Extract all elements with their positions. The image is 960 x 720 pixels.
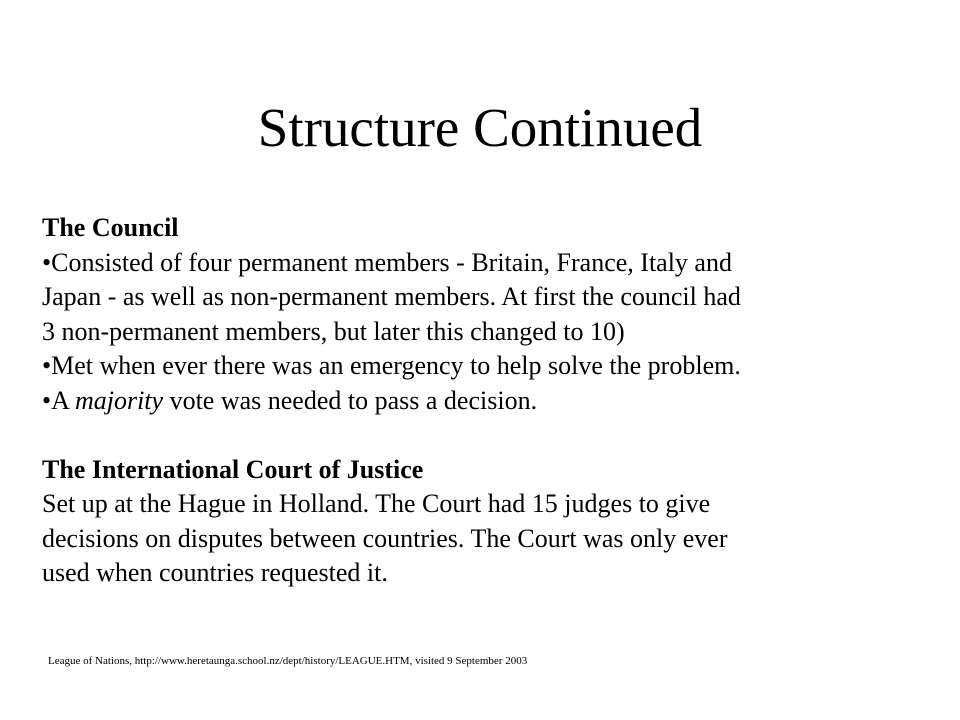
council-bullet-2: •Met when ever there was an emergency to help solve the problem.: [42, 351, 741, 380]
court-line-1: Set up at the Hague in Holland. The Court had 15 judges to give: [42, 489, 711, 518]
council-bullet-3-emphasis: majority: [74, 385, 164, 415]
council-bullet-3-after: vote was needed to pass a decision.: [163, 385, 538, 415]
council-bullet-3: [42, 384, 922, 419]
council-bullet-3-before: •A: [42, 385, 75, 415]
court-heading: The International Court of Justice: [42, 454, 424, 484]
slide-body: [42, 211, 922, 591]
council-bullet-1-line-1: •Consisted of four permanent members - Britain, France, Italy and: [42, 247, 732, 277]
section-spacer: [42, 418, 922, 453]
slide-title: Structure Continued: [257, 97, 703, 158]
council-heading: The Council: [42, 213, 179, 242]
council-bullet-1-line-3: 3 non-permanent members, but later this changed to 10): [42, 316, 625, 346]
source-citation: League of Nations, http://www.heretaunga.school.nz/dept/history/LEAGUE.HTM, visited 9 September 2003: [48, 655, 528, 667]
court-line-2: decisions on disputes between countries. The Court was only ever: [42, 523, 728, 553]
court-line-3: used when countries requested it.: [42, 558, 388, 587]
council-bullet-1-line-2: Japan - as well as non-permanent members. At first the council had: [42, 282, 741, 311]
